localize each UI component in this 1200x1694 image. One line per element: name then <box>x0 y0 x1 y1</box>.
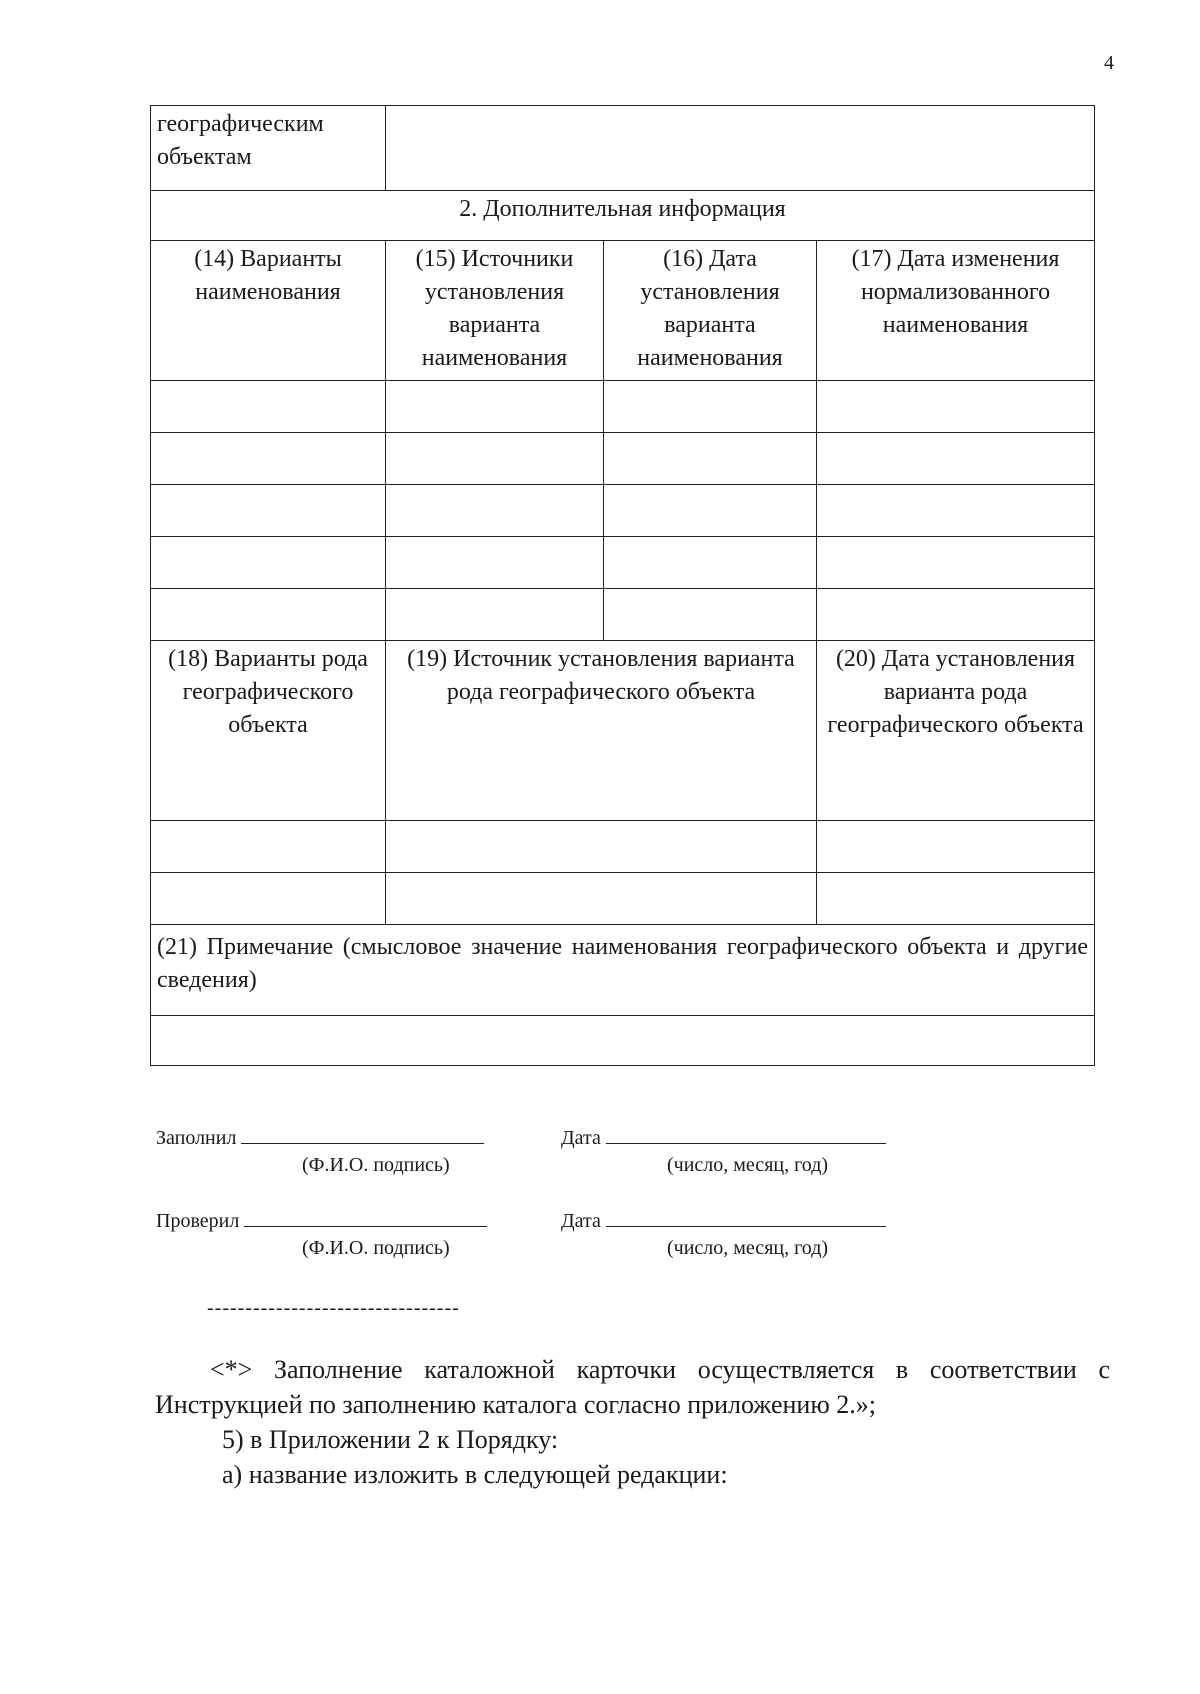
filled-by-signature-field[interactable] <box>241 1125 484 1144</box>
checked-by-label: Проверил <box>156 1210 240 1232</box>
table-cell <box>151 873 386 925</box>
header-cell: (15) Источники установления варианта наименования <box>386 241 604 381</box>
header-cell: (14) Варианты наименования <box>151 241 386 381</box>
table-cell <box>817 821 1095 873</box>
table-cell <box>386 821 817 873</box>
header-cell: (20) Дата установления варианта рода географического объекта <box>817 641 1095 821</box>
date-label: Дата <box>561 1210 601 1232</box>
checked-by-signature-field[interactable] <box>244 1208 487 1227</box>
table-row <box>151 873 1095 925</box>
checked-by-line <box>156 1208 487 1233</box>
table-cell <box>604 433 817 485</box>
table-cell <box>817 537 1095 589</box>
checked-date-line <box>561 1208 886 1233</box>
table-row <box>151 641 1095 821</box>
table-cell <box>386 873 817 925</box>
date-label: Дата <box>561 1127 601 1149</box>
table-row <box>151 433 1095 485</box>
filled-by-line <box>156 1125 484 1150</box>
table-cell <box>817 873 1095 925</box>
header-cell: (16) Дата установления варианта наименования <box>604 241 817 381</box>
footnote-separator: --------------------------------- <box>207 1297 460 1319</box>
header-cell: (17) Дата изменения нормализованного наименования <box>817 241 1095 381</box>
table-row <box>151 485 1095 537</box>
note-value-cell <box>151 1016 1095 1066</box>
date-caption: (число, месяц, год) <box>667 1237 829 1259</box>
table-cell <box>604 537 817 589</box>
name-caption: (Ф.И.О. подпись) <box>302 1154 450 1176</box>
filled-date-line <box>561 1125 886 1150</box>
table-cell <box>817 381 1095 433</box>
header-cell: (19) Источник установления варианта рода географического объекта <box>386 641 817 821</box>
table-cell <box>151 433 386 485</box>
table-row <box>151 381 1095 433</box>
filled-by-label: Заполнил <box>156 1127 237 1149</box>
page-number: 4 <box>1104 52 1114 74</box>
top-row-value-cell <box>386 106 1095 191</box>
checked-date-field[interactable] <box>606 1208 886 1227</box>
item-a-text: а) название изложить в следующей редакции: <box>222 1460 728 1489</box>
table-row <box>151 1016 1095 1066</box>
table-cell <box>151 381 386 433</box>
catalog-card-table <box>150 105 1095 1066</box>
table-row <box>151 537 1095 589</box>
note-label: (21) Примечание (смысловое значение наименования географического объекта и другие сведения) <box>151 925 1095 1016</box>
table-cell <box>386 433 604 485</box>
name-caption: (Ф.И.О. подпись) <box>302 1237 450 1259</box>
table-cell <box>817 433 1095 485</box>
table-cell <box>151 821 386 873</box>
table-cell <box>151 485 386 537</box>
table-cell <box>151 589 386 641</box>
table-row <box>151 191 1095 241</box>
table-cell <box>386 537 604 589</box>
table-cell <box>151 537 386 589</box>
table-row <box>151 925 1095 1016</box>
table-cell <box>817 485 1095 537</box>
filled-date-field[interactable] <box>606 1125 886 1144</box>
table-cell <box>386 485 604 537</box>
table-cell <box>604 485 817 537</box>
section-title: 2. Дополнительная информация <box>151 191 1095 241</box>
table-row <box>151 241 1095 381</box>
top-row-label: географическим объектам <box>151 106 386 191</box>
table-cell <box>604 381 817 433</box>
date-caption: (число, месяц, год) <box>667 1154 829 1176</box>
footnote-text: <*> Заполнение каталожной карточки осуществляется в соответствии с Инструкцией по заполнению каталога согласно приложению 2.»; <box>155 1355 1110 1419</box>
table-cell <box>604 589 817 641</box>
table-cell <box>817 589 1095 641</box>
table-row <box>151 106 1095 191</box>
item-5-text: 5) в Приложении 2 к Порядку: <box>222 1425 559 1454</box>
table-row <box>151 821 1095 873</box>
table-cell <box>386 381 604 433</box>
table-cell <box>386 589 604 641</box>
table-row <box>151 589 1095 641</box>
header-cell: (18) Варианты рода географического объекта <box>151 641 386 821</box>
